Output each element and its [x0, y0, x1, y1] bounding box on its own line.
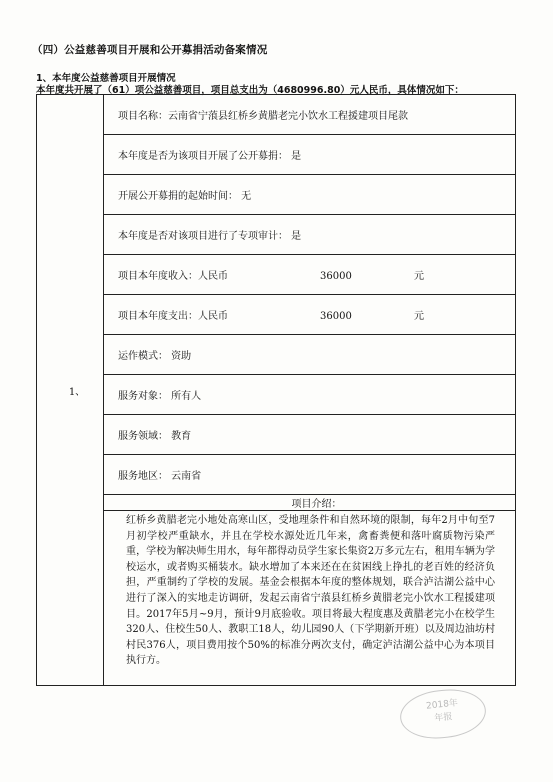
operation-mode: 运作模式： 资助 — [104, 335, 516, 375]
expense-unit: 元 — [414, 311, 424, 322]
subsection-title: 1、本年度公益慈善项目开展情况 — [36, 73, 176, 84]
stamp-year: 2018年 — [425, 698, 459, 712]
row-operation-mode — [37, 335, 516, 375]
row-index-cell — [37, 95, 104, 686]
row-public-fundraising — [37, 135, 516, 175]
income-cell — [104, 255, 516, 295]
row-income — [37, 255, 516, 295]
section-title: （四）公益慈善项目开展和公开募捐活动备案情况 — [32, 44, 268, 56]
intro-text: 红桥乡黄腊老完小地处高寒山区，受地理条件和自然环境的限制，每年2月中旬至7月初学校严重缺水，并且在学校水源处近几年来，禽畜粪便和落叶腐质物污染严重，学校为解决师生用水，每年都得动员学生家长集资2万多元左右，租用车辆为学校运水，或者购买桶装水。缺水增加了本来还在在贫困线上挣扎的老百姓的经济负担，严重制约了学校的发展。基金会根据本年度的整体规划，联合泸沽湖公益中心进行了深入的实地走访调研，发起云南省宁蒗县红桥乡黄腊老完小饮水工程援建项目。2017年5月~9月，预计9月底验收。项目将最大程度惠及黄腊老完小在校学生320人、住校生50人、教职工18人，幼儿园90人（下学期新开班）以及周边油坊村村民376人，项目费用按个50%的标准分两次支付，确定泸沽湖公益中心为本项目执行方。 — [104, 511, 516, 686]
row-service-region — [37, 455, 516, 495]
row-service-target — [37, 375, 516, 415]
row-index: 1、 — [68, 386, 86, 398]
expense-amount: 36000 — [320, 311, 352, 322]
service-target: 服务对象： 所有人 — [104, 375, 516, 415]
income-amount: 36000 — [320, 271, 352, 282]
income-label: 项目本年度收入：人民币 — [118, 271, 228, 282]
expense-label: 项目本年度支出：人民币 — [118, 311, 228, 322]
row-project-name — [37, 95, 516, 135]
row-intro-heading — [37, 495, 516, 511]
expense-cell — [104, 295, 516, 335]
project-record-table — [36, 94, 516, 686]
special-audit: 本年度是否对该项目进行了专项审计： 是 — [104, 215, 516, 255]
row-expense — [37, 295, 516, 335]
row-audit — [37, 215, 516, 255]
row-intro-text — [37, 511, 516, 686]
stamp-label: 年报 — [433, 712, 453, 724]
public-fundraising: 本年度是否为该项目开展了公开募捐： 是 — [104, 135, 516, 175]
row-service-field — [37, 415, 516, 455]
intro-heading: 项目介绍： — [104, 495, 516, 511]
row-fundraising-period — [37, 175, 516, 215]
income-unit: 元 — [414, 271, 424, 282]
projects-summary: 本年度共开展了（61）项公益慈善项目，项目总支出为（4680996.80）元人民币，具体情况如下： — [36, 85, 464, 96]
service-region: 服务地区： 云南省 — [104, 455, 516, 495]
fundraising-period: 开展公开募捐的起始时间： 无 — [104, 175, 516, 215]
project-name: 项目名称：云南省宁蒗县红桥乡黄腊老完小饮水工程援建项目尾款 — [104, 95, 516, 135]
service-field: 服务领域： 教育 — [104, 415, 516, 455]
annual-report-stamp — [398, 686, 489, 743]
